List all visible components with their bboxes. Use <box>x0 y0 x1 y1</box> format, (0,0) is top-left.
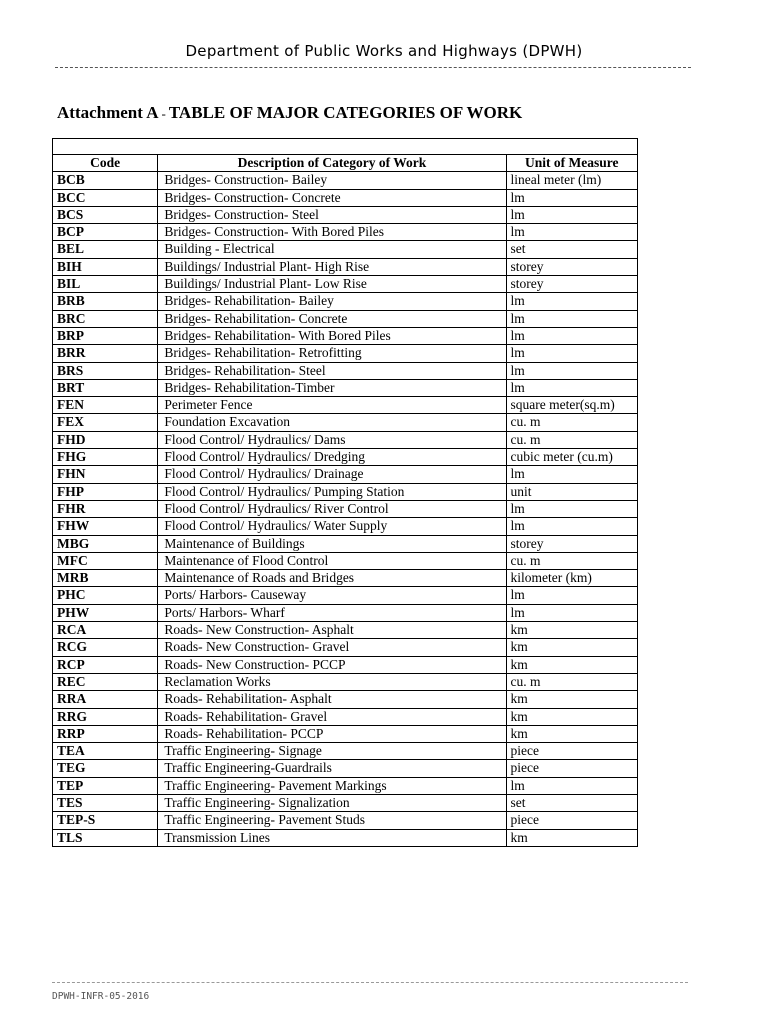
cell-description: Flood Control/ Hydraulics/ Water Supply <box>158 518 506 535</box>
cell-description: Flood Control/ Hydraulics/ Dredging <box>158 449 506 466</box>
cell-description: Traffic Engineering- Signalization <box>158 794 506 811</box>
cell-description: Traffic Engineering- Signage <box>158 743 506 760</box>
cell-code: RRG <box>53 708 158 725</box>
cell-code: PHC <box>53 587 158 604</box>
cell-unit: storey <box>506 276 637 293</box>
table-row <box>53 172 638 189</box>
cell-description: Reclamation Works <box>158 673 506 690</box>
table-row <box>53 224 638 241</box>
cell-code: MFC <box>53 552 158 569</box>
cell-code: BCC <box>53 189 158 206</box>
cell-unit: lm <box>506 587 637 604</box>
cell-code: TEP <box>53 777 158 794</box>
cell-code: BIL <box>53 276 158 293</box>
document-title <box>57 103 522 123</box>
cell-code: FHN <box>53 466 158 483</box>
table-row <box>53 414 638 431</box>
page-header-title: Department of Public Works and Highways (DPWH) <box>185 42 583 60</box>
table-row <box>53 587 638 604</box>
cell-description: Maintenance of Flood Control <box>158 552 506 569</box>
cell-unit: lm <box>506 500 637 517</box>
cell-description: Flood Control/ Hydraulics/ Pumping Station <box>158 483 506 500</box>
cell-description: Perimeter Fence <box>158 397 506 414</box>
cell-code: REC <box>53 673 158 690</box>
cell-code: RRA <box>53 691 158 708</box>
cell-description: Roads- New Construction- Asphalt <box>158 622 506 639</box>
cell-description: Roads- Rehabilitation- PCCP <box>158 725 506 742</box>
table-row <box>53 362 638 379</box>
cell-description: Bridges- Rehabilitation- Retrofitting <box>158 345 506 362</box>
table-row <box>53 812 638 829</box>
column-header-code: Code <box>53 155 158 172</box>
table-row <box>53 673 638 690</box>
cell-unit: km <box>506 656 637 673</box>
cell-description: Ports/ Harbors- Wharf <box>158 604 506 621</box>
cell-unit: km <box>506 708 637 725</box>
cell-code: TES <box>53 794 158 811</box>
header-divider <box>55 67 691 68</box>
column-header-unit: Unit of Measure <box>506 155 637 172</box>
footer-divider <box>52 982 688 983</box>
cell-unit: cu. m <box>506 414 637 431</box>
cell-unit: cu. m <box>506 673 637 690</box>
title-prefix: Attachment A <box>57 103 159 122</box>
table-row <box>53 206 638 223</box>
cell-description: Roads- Rehabilitation- Asphalt <box>158 691 506 708</box>
table-row <box>53 829 638 846</box>
cell-code: BRR <box>53 345 158 362</box>
cell-unit: cu. m <box>506 552 637 569</box>
table-row <box>53 500 638 517</box>
cell-description: Roads- New Construction- PCCP <box>158 656 506 673</box>
cell-description: Bridges- Rehabilitation- Steel <box>158 362 506 379</box>
table-row <box>53 310 638 327</box>
table-row <box>53 691 638 708</box>
cell-unit: lm <box>506 362 637 379</box>
cell-unit: km <box>506 829 637 846</box>
cell-unit: set <box>506 241 637 258</box>
cell-code: TEP-S <box>53 812 158 829</box>
table-row <box>53 276 638 293</box>
footer-doc-code: DPWH-INFR-05-2016 <box>52 991 150 1002</box>
cell-code: BRB <box>53 293 158 310</box>
title-dash: - <box>161 106 166 121</box>
cell-unit: set <box>506 794 637 811</box>
cell-unit: kilometer (km) <box>506 570 637 587</box>
cell-description: Traffic Engineering- Pavement Studs <box>158 812 506 829</box>
cell-description: Bridges- Rehabilitation- Concrete <box>158 310 506 327</box>
table-row <box>53 743 638 760</box>
table-row <box>53 397 638 414</box>
cell-code: TEA <box>53 743 158 760</box>
cell-unit: km <box>506 639 637 656</box>
cell-unit: square meter(sq.m) <box>506 397 637 414</box>
table-row <box>53 345 638 362</box>
cell-code: FHW <box>53 518 158 535</box>
cell-description: Foundation Excavation <box>158 414 506 431</box>
cell-code: BRS <box>53 362 158 379</box>
cell-description: Roads- New Construction- Gravel <box>158 639 506 656</box>
table-row <box>53 552 638 569</box>
cell-unit: lm <box>506 379 637 396</box>
cell-description: Maintenance of Roads and Bridges <box>158 570 506 587</box>
cell-unit: storey <box>506 258 637 275</box>
cell-unit: piece <box>506 760 637 777</box>
table-row <box>53 483 638 500</box>
cell-unit: lm <box>506 466 637 483</box>
table-row <box>53 777 638 794</box>
cell-code: FHD <box>53 431 158 448</box>
cell-description: Transmission Lines <box>158 829 506 846</box>
table-row <box>53 518 638 535</box>
cell-description: Traffic Engineering-Guardrails <box>158 760 506 777</box>
cell-unit: lm <box>506 310 637 327</box>
cell-unit: lm <box>506 518 637 535</box>
cell-code: TEG <box>53 760 158 777</box>
cell-code: FEN <box>53 397 158 414</box>
cell-description: Bridges- Rehabilitation- With Bored Piles <box>158 327 506 344</box>
cell-description: Bridges- Construction- Bailey <box>158 172 506 189</box>
cell-code: PHW <box>53 604 158 621</box>
table-row <box>53 379 638 396</box>
cell-code: BRT <box>53 379 158 396</box>
table-row <box>53 189 638 206</box>
cell-description: Flood Control/ Hydraulics/ River Control <box>158 500 506 517</box>
cell-unit: lm <box>506 189 637 206</box>
cell-unit: unit <box>506 483 637 500</box>
cell-description: Flood Control/ Hydraulics/ Dams <box>158 431 506 448</box>
cell-description: Roads- Rehabilitation- Gravel <box>158 708 506 725</box>
cell-code: FHP <box>53 483 158 500</box>
cell-code: TLS <box>53 829 158 846</box>
cell-unit: lm <box>506 604 637 621</box>
cell-code: RCG <box>53 639 158 656</box>
table-row <box>53 258 638 275</box>
cell-unit: piece <box>506 812 637 829</box>
table-row <box>53 570 638 587</box>
table-row <box>53 466 638 483</box>
table-row <box>53 725 638 742</box>
table-row <box>53 760 638 777</box>
table-row <box>53 708 638 725</box>
cell-unit: lm <box>506 293 637 310</box>
cell-code: BCB <box>53 172 158 189</box>
cell-code: BRP <box>53 327 158 344</box>
cell-unit: cubic meter (cu.m) <box>506 449 637 466</box>
table-row <box>53 293 638 310</box>
table-row <box>53 622 638 639</box>
cell-unit: km <box>506 691 637 708</box>
cell-unit: lm <box>506 206 637 223</box>
cell-unit: cu. m <box>506 431 637 448</box>
cell-code: BIH <box>53 258 158 275</box>
cell-unit: lm <box>506 224 637 241</box>
cell-code: BCS <box>53 206 158 223</box>
cell-code: FHG <box>53 449 158 466</box>
cell-unit: piece <box>506 743 637 760</box>
cell-code: FHR <box>53 500 158 517</box>
title-main: TABLE OF MAJOR CATEGORIES OF WORK <box>168 103 523 122</box>
cell-description: Bridges- Construction- Concrete <box>158 189 506 206</box>
cell-description: Building - Electrical <box>158 241 506 258</box>
cell-code: BRC <box>53 310 158 327</box>
cell-unit: km <box>506 622 637 639</box>
cell-description: Bridges- Rehabilitation- Bailey <box>158 293 506 310</box>
table-row <box>53 656 638 673</box>
cell-code: RRP <box>53 725 158 742</box>
table-row <box>53 449 638 466</box>
table-row <box>53 535 638 552</box>
cell-unit: lineal meter (lm) <box>506 172 637 189</box>
table-row <box>53 431 638 448</box>
cell-code: RCP <box>53 656 158 673</box>
table-header-row <box>53 155 638 172</box>
table-row <box>53 604 638 621</box>
column-header-description: Description of Category of Work <box>158 155 506 172</box>
cell-description: Maintenance of Buildings <box>158 535 506 552</box>
cell-code: RCA <box>53 622 158 639</box>
table-row <box>53 794 638 811</box>
categories-table <box>52 138 638 847</box>
cell-unit: km <box>506 725 637 742</box>
cell-description: Bridges- Construction- With Bored Piles <box>158 224 506 241</box>
cell-code: BCP <box>53 224 158 241</box>
cell-description: Bridges- Construction- Steel <box>158 206 506 223</box>
cell-description: Ports/ Harbors- Causeway <box>158 587 506 604</box>
table-blank-row <box>53 139 638 155</box>
table-row <box>53 639 638 656</box>
cell-description: Flood Control/ Hydraulics/ Drainage <box>158 466 506 483</box>
table-row <box>53 241 638 258</box>
cell-code: FEX <box>53 414 158 431</box>
cell-unit: storey <box>506 535 637 552</box>
cell-unit: lm <box>506 327 637 344</box>
cell-description: Traffic Engineering- Pavement Markings <box>158 777 506 794</box>
cell-code: MBG <box>53 535 158 552</box>
cell-description: Bridges- Rehabilitation-Timber <box>158 379 506 396</box>
cell-code: MRB <box>53 570 158 587</box>
cell-unit: lm <box>506 777 637 794</box>
cell-description: Buildings/ Industrial Plant- Low Rise <box>158 276 506 293</box>
cell-unit: lm <box>506 345 637 362</box>
table-row <box>53 327 638 344</box>
cell-code: BEL <box>53 241 158 258</box>
cell-description: Buildings/ Industrial Plant- High Rise <box>158 258 506 275</box>
